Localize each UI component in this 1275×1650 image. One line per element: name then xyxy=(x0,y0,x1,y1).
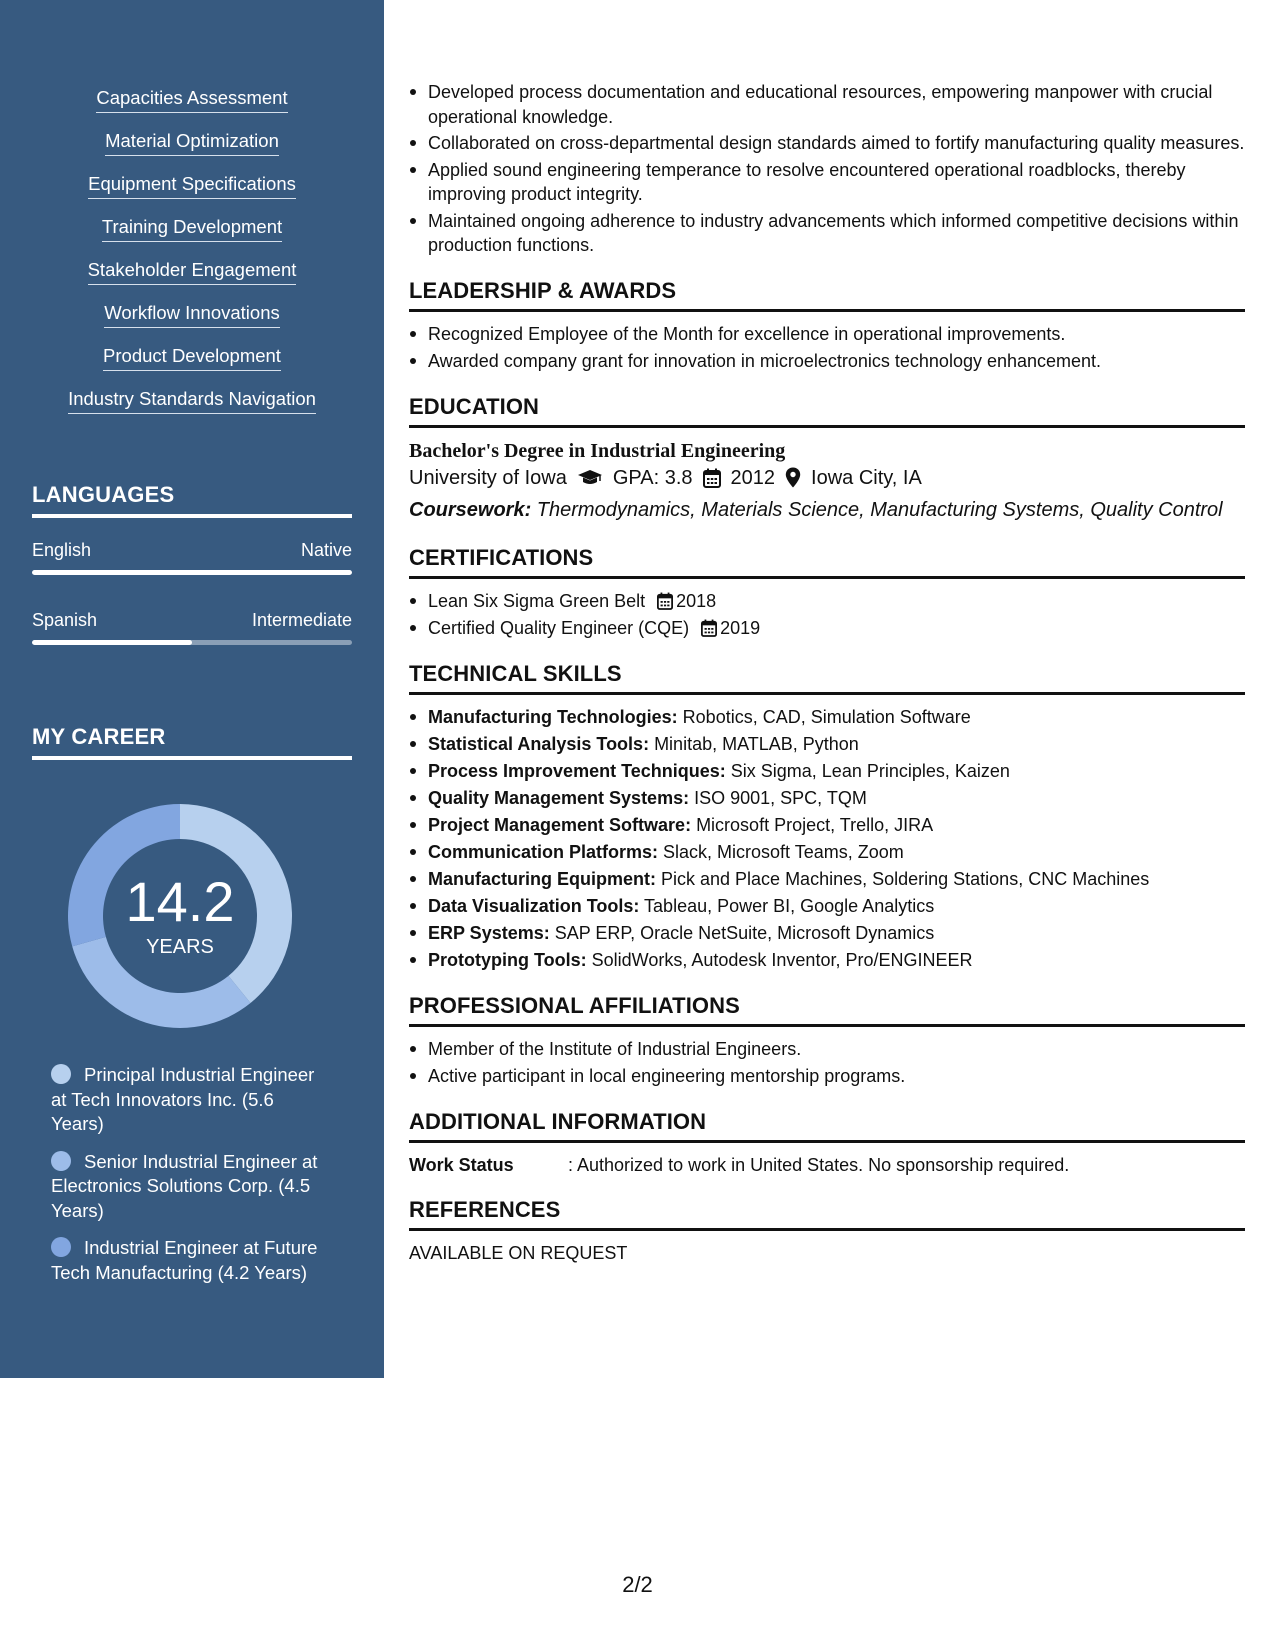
certification-item xyxy=(409,589,1245,614)
technical-skill-item xyxy=(409,948,1245,973)
affiliations-heading: PROFESSIONAL AFFILIATIONS xyxy=(409,993,1245,1027)
language-row xyxy=(32,610,352,631)
education-meta xyxy=(409,464,1245,492)
skill-category: ERP Systems: xyxy=(428,922,550,943)
career-item xyxy=(51,1063,331,1137)
technical-skill-item xyxy=(409,840,1245,865)
experience-bullet: Developed process documentation and educational resources, empowering manpower with crucial operational knowledge. xyxy=(409,80,1245,129)
skill-category: Process Improvement Techniques: xyxy=(428,760,726,781)
technical-skill-item xyxy=(409,867,1245,892)
experience-bullet: Applied sound engineering temperance to resolve encountered operational roadblocks, thereby improving product integrity. xyxy=(409,158,1245,207)
affiliation-item: Member of the Institute of Industrial Engineers. xyxy=(409,1037,1245,1062)
career-dot-icon xyxy=(51,1237,71,1257)
references-text: AVAILABLE ON REQUEST xyxy=(409,1242,628,1263)
affiliations-list xyxy=(409,1037,1245,1089)
career-years-unit: YEARS xyxy=(146,936,214,958)
skill-category: Quality Management Systems: xyxy=(428,787,690,808)
career-heading: MY CAREER xyxy=(32,724,352,760)
skill-values: Six Sigma, Lean Principles, Kaizen xyxy=(725,760,1010,781)
skill-values: Tableau, Power BI, Google Analytics xyxy=(639,895,935,916)
leadership-item: Recognized Employee of the Month for excellence in operational improvements. xyxy=(409,322,1245,347)
work-status-label: Work Status xyxy=(409,1154,514,1175)
language-proficiency-bar xyxy=(32,570,352,575)
career-dot-icon xyxy=(51,1151,71,1171)
education-heading: EDUCATION xyxy=(409,394,1245,428)
location-pin-icon xyxy=(785,467,801,488)
career-total-years: 14.2 xyxy=(125,870,235,933)
calendar-icon xyxy=(701,619,717,637)
skill-category: Prototyping Tools: xyxy=(428,949,587,970)
skill-category: Statistical Analysis Tools: xyxy=(428,733,650,754)
page-number: 2/2 xyxy=(622,1572,653,1597)
coursework-label: Coursework: xyxy=(409,498,532,521)
leadership-list xyxy=(409,322,1245,374)
calendar-icon xyxy=(657,592,673,610)
technical-skill-item xyxy=(409,732,1245,757)
skill-link[interactable]: Product Development xyxy=(103,345,281,371)
skill-link[interactable]: Material Optimization xyxy=(105,130,279,156)
skill-values: Minitab, MATLAB, Python xyxy=(649,733,859,754)
skill-link[interactable]: Stakeholder Engagement xyxy=(88,259,297,285)
certification-name: Certified Quality Engineer (CQE) xyxy=(428,617,690,638)
skill-values: ISO 9001, SPC, TQM xyxy=(689,787,867,808)
skill-values: Slack, Microsoft Teams, Zoom xyxy=(658,841,904,862)
leadership-item: Awarded company grant for innovation in microelectronics technology enhancement. xyxy=(409,349,1245,374)
language-name: Spanish xyxy=(32,610,98,630)
skill-link[interactable]: Equipment Specifications xyxy=(88,173,296,199)
technical-skills-list xyxy=(409,705,1245,973)
technical-skills-heading: TECHNICAL SKILLS xyxy=(409,661,1245,695)
degree-title: Bachelor's Degree in Industrial Engineering xyxy=(409,439,786,462)
affiliation-item: Active participant in local engineering mentorship programs. xyxy=(409,1064,1245,1089)
experience-bullet: Collaborated on cross-departmental design standards aimed to fortify manufacturing quality measures. xyxy=(409,131,1245,156)
career-item xyxy=(51,1236,331,1285)
certification-name: Lean Six Sigma Green Belt xyxy=(428,590,646,611)
education-location: Iowa City, IA xyxy=(811,466,922,489)
technical-skill-item xyxy=(409,894,1245,919)
language-level: Intermediate xyxy=(251,610,352,630)
coursework xyxy=(409,495,1245,525)
language-proficiency-bar xyxy=(32,640,352,645)
technical-skill-item xyxy=(409,759,1245,784)
skill-values: Robotics, CAD, Simulation Software xyxy=(677,706,971,727)
coursework-list: Thermodynamics, Materials Science, Manufacturing Systems, Quality Control xyxy=(531,498,1223,521)
skill-link[interactable]: Capacities Assessment xyxy=(96,87,287,113)
career-item-text: Senior Industrial Engineer at Electronics Solutions Corp. (4.5 Years) xyxy=(51,1150,318,1221)
experience-bullets xyxy=(409,80,1245,258)
certifications-heading: CERTIFICATIONS xyxy=(409,545,1245,579)
skill-link[interactable]: Training Development xyxy=(102,216,282,242)
skill-category: Manufacturing Technologies: xyxy=(428,706,678,727)
language-row xyxy=(32,540,352,561)
certification-year: 2019 xyxy=(720,617,761,638)
skill-values: SolidWorks, Autodesk Inventor, Pro/ENGINEER xyxy=(586,949,973,970)
skills-list xyxy=(0,87,384,431)
experience-bullet: Maintained ongoing adherence to industry advancements which informed competitive decisions within production functions. xyxy=(409,209,1245,258)
sidebar xyxy=(0,0,384,1378)
skill-category: Project Management Software: xyxy=(428,814,692,835)
languages-heading: LANGUAGES xyxy=(32,482,352,518)
gpa: GPA: 3.8 xyxy=(612,466,693,489)
skill-link[interactable]: Industry Standards Navigation xyxy=(68,388,316,414)
work-status-value: : Authorized to work in United States. No sponsorship required. xyxy=(568,1154,1070,1175)
additional-info-heading: ADDITIONAL INFORMATION xyxy=(409,1109,1245,1143)
skill-category: Manufacturing Equipment: xyxy=(428,868,656,889)
references-heading: REFERENCES xyxy=(409,1197,1245,1231)
work-status-row xyxy=(409,1153,1245,1177)
career-item-text: Principal Industrial Engineer at Tech Innovators Inc. (5.6 Years) xyxy=(51,1064,315,1134)
technical-skill-item xyxy=(409,813,1245,838)
calendar-icon xyxy=(703,468,721,488)
language-name: English xyxy=(32,540,92,560)
skill-values: SAP ERP, Oracle NetSuite, Microsoft Dynamics xyxy=(549,922,935,943)
certifications-list xyxy=(409,589,1245,641)
skill-values: Pick and Place Machines, Soldering Stations, CNC Machines xyxy=(656,868,1150,889)
skill-category: Data Visualization Tools: xyxy=(428,895,640,916)
main-content xyxy=(409,80,1245,1265)
leadership-heading: LEADERSHIP & AWARDS xyxy=(409,278,1245,312)
language-proficiency-fill xyxy=(32,640,192,645)
graduation-cap-icon xyxy=(577,469,603,487)
career-donut-chart xyxy=(66,802,294,1030)
language-proficiency-fill xyxy=(32,570,352,575)
technical-skill-item xyxy=(409,786,1245,811)
career-dot-icon xyxy=(51,1064,71,1084)
technical-skill-item xyxy=(409,921,1245,946)
language-level: Native xyxy=(300,540,352,560)
technical-skill-item xyxy=(409,705,1245,730)
career-list xyxy=(51,1063,331,1298)
certification-item xyxy=(409,616,1245,641)
graduation-year: 2012 xyxy=(730,466,776,489)
certification-year: 2018 xyxy=(676,590,717,611)
skill-category: Communication Platforms: xyxy=(428,841,659,862)
career-item xyxy=(51,1150,331,1224)
school-name: University of Iowa xyxy=(409,466,567,489)
skill-link[interactable]: Workflow Innovations xyxy=(104,302,280,328)
career-item-text: Industrial Engineer at Future Tech Manufacturing (4.2 Years) xyxy=(51,1237,318,1283)
skill-values: Microsoft Project, Trello, JIRA xyxy=(691,814,934,835)
